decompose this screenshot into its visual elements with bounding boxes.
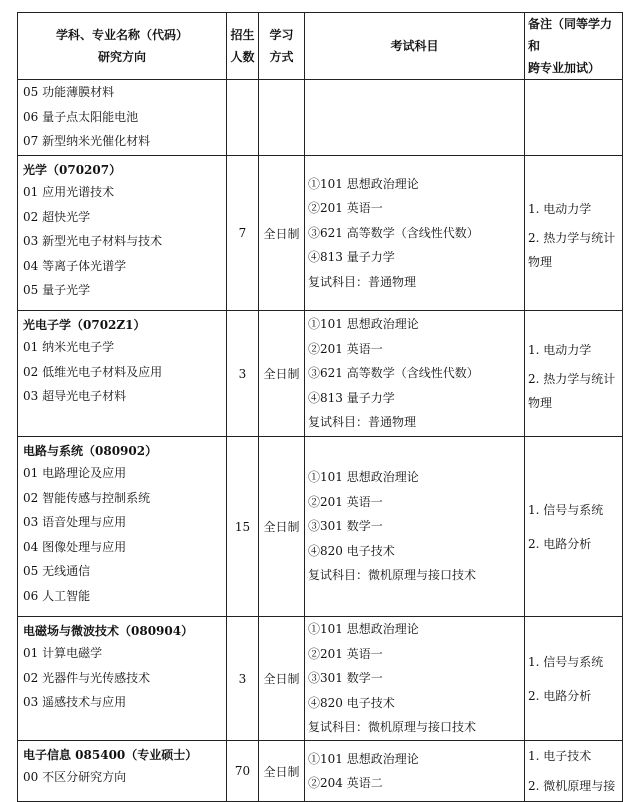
direction-item: 01 计算电磁学 [23, 646, 103, 660]
mode-cell: 全日制 [259, 156, 305, 311]
quota-cell: 7 [227, 156, 259, 311]
direction-item: 03 新型光电子材料与技术 [23, 234, 163, 248]
exam-item: 复试科目：微机原理与接口技术 [308, 720, 477, 735]
table-row [18, 617, 623, 741]
exam-item: ①101 思想政治理论 [308, 470, 419, 485]
quota-cell [227, 80, 259, 156]
direction-item: 07 新型纳米光催化材料 [23, 134, 151, 148]
exam-item: ④820 电子技术 [308, 543, 395, 558]
major-cell [18, 617, 227, 741]
major-name: 电子信息 085400（专业硕士） [23, 748, 198, 762]
major-cell [18, 311, 227, 437]
exams-cell [305, 741, 525, 802]
exam-item: ④813 量子力学 [308, 390, 395, 405]
note-item: 2. 微机原理与接 [528, 779, 616, 793]
exams-cell [305, 311, 525, 437]
direction-item: 06 人工智能 [23, 588, 91, 603]
major-cell [18, 156, 227, 311]
exam-item: ③301 数学一 [308, 671, 383, 686]
direction-item: 01 电路理论及应用 [23, 466, 127, 480]
exam-item: ③301 数学一 [308, 519, 383, 534]
quota-cell: 3 [227, 617, 259, 741]
direction-item: 03 语音处理与应用 [23, 515, 127, 529]
direction-item: 04 等离子体光谱学 [23, 258, 127, 273]
major-name: 电磁场与微波技术（080904） [23, 624, 194, 638]
exam-item: ④820 电子技术 [308, 695, 395, 710]
major-cell [18, 80, 227, 156]
note-item: 1. 电动力学 [528, 202, 592, 216]
exams-cell [305, 80, 525, 156]
direction-item: 01 纳米光电子学 [23, 340, 115, 354]
exam-item: 复试科目：普通物理 [308, 274, 417, 289]
major-name: 电路与系统（080902） [23, 444, 158, 458]
exam-item: ④813 量子力学 [308, 250, 395, 265]
direction-item: 02 光器件与光传感技术 [23, 670, 151, 685]
exam-item: ②201 英语一 [308, 201, 383, 216]
notes-cell [525, 617, 623, 741]
quota-cell: 70 [227, 741, 259, 802]
note-item: 1. 信号与系统 [528, 654, 604, 669]
exam-item: ③621 高等数学（含线性代数） [308, 366, 479, 381]
direction-item: 03 遥感技术与应用 [23, 695, 127, 709]
header-notes: 备注（同等学力和 跨专业加试） [525, 13, 623, 80]
direction-item: 00 不区分研究方向 [23, 770, 127, 784]
mode-cell: 全日制 [259, 437, 305, 617]
header-row [18, 13, 623, 80]
note-item: 1. 电动力学 [528, 342, 592, 357]
exams-cell [305, 437, 525, 617]
header-quota: 招生 人数 [227, 13, 259, 80]
exam-item: 复试科目：微机原理与接口技术 [308, 568, 477, 583]
direction-item: 05 功能薄膜材料 [23, 85, 115, 99]
notes-cell [525, 156, 623, 311]
direction-item: 04 图像处理与应用 [23, 539, 127, 554]
direction-item: 03 超导光电子材料 [23, 389, 127, 403]
exam-item: ②201 英语一 [308, 494, 383, 509]
exam-item: 复试科目：普通物理 [308, 415, 417, 430]
direction-item: 05 量子光学 [23, 283, 91, 297]
table-row [18, 311, 623, 437]
table-row [18, 156, 623, 311]
mode-cell: 全日制 [259, 741, 305, 802]
direction-item: 02 智能传感与控制系统 [23, 490, 151, 505]
table-row [18, 80, 623, 156]
note-item: 2. 电路分析 [528, 688, 592, 703]
mode-cell: 全日制 [259, 617, 305, 741]
exam-item: ②201 英语一 [308, 341, 383, 356]
exam-item: ①101 思想政治理论 [308, 317, 419, 332]
note-item: 2. 电路分析 [528, 536, 592, 551]
note-item: 1. 信号与系统 [528, 502, 604, 517]
exam-item: ①101 思想政治理论 [308, 176, 419, 191]
exam-item: ③621 高等数学（含线性代数） [308, 225, 479, 240]
major-name: 光电子学（0702Z1） [23, 318, 146, 332]
quota-cell: 15 [227, 437, 259, 617]
direction-item: 02 低维光电子材料及应用 [23, 364, 163, 379]
exams-cell [305, 156, 525, 311]
note-item: 1. 电子技术 [528, 749, 592, 763]
notes-cell [525, 311, 623, 437]
direction-item: 02 超快光学 [23, 209, 91, 224]
header-mode: 学习 方式 [259, 13, 305, 80]
table-row [18, 437, 623, 617]
notes-cell [525, 80, 623, 156]
header-exams: 考试科目 [305, 13, 525, 80]
exam-item: ②204 英语二 [308, 776, 383, 790]
direction-item: 01 应用光谱技术 [23, 185, 115, 199]
header-major: 学科、专业名称（代码） 研究方向 [18, 13, 227, 80]
exam-item: ①101 思想政治理论 [308, 622, 419, 637]
table-row [18, 741, 623, 802]
exams-cell [305, 617, 525, 741]
major-name: 光学（070207） [23, 163, 122, 177]
mode-cell [259, 80, 305, 156]
direction-item: 06 量子点太阳能电池 [23, 109, 139, 124]
exam-item: ①101 思想政治理论 [308, 751, 419, 766]
major-cell [18, 437, 227, 617]
major-cell [18, 741, 227, 802]
note-item: 2. 热力学与统计物理 [528, 371, 616, 410]
note-item: 2. 热力学与统计物理 [528, 231, 616, 269]
notes-cell [525, 741, 623, 802]
direction-item: 05 无线通信 [23, 564, 91, 578]
admissions-table [17, 12, 623, 802]
notes-cell [525, 437, 623, 617]
mode-cell: 全日制 [259, 311, 305, 437]
quota-cell: 3 [227, 311, 259, 437]
exam-item: ②201 英语一 [308, 646, 383, 661]
